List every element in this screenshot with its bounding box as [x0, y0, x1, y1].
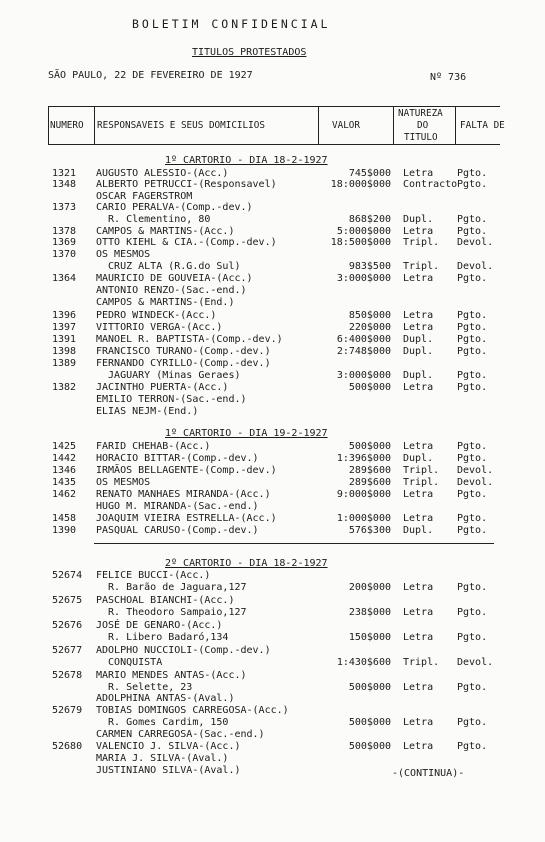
col-divider [48, 106, 49, 144]
row-value: 1:430$600 [336, 657, 391, 668]
row-value: 220$000 [348, 322, 391, 333]
row-value: 500$000 [348, 682, 391, 693]
col-header-numero: NUMERO [50, 120, 84, 131]
row-name: VALENCIO J. SILVA-(Acc.) [96, 741, 241, 752]
row-value: 289$600 [348, 465, 391, 476]
col-header-valor: VALOR [332, 120, 360, 131]
row-type: Dupl. [403, 453, 434, 464]
row-value: 500$000 [348, 382, 391, 393]
row-name: TOBIAS DOMINGOS CARREGOSA-(Acc.) [96, 705, 289, 716]
row-name: OSCAR FAGERSTROM [96, 191, 193, 202]
row-name: JUSTINIANO SILVA-(Aval.) [96, 765, 241, 776]
row-name: R. Theodoro Sampaio,127 [96, 607, 247, 618]
row-name: CAMPOS & MARTINS-(Acc.) [96, 226, 235, 237]
row-type: Dupl. [403, 346, 434, 357]
row-number: 52676 [52, 620, 83, 631]
row-value: 1:396$000 [336, 453, 391, 464]
row-name: JOAQUIM VIEIRA ESTRELLA-(Acc.) [96, 513, 277, 524]
row-name: HUGO M. MIRANDA-(Sac.-end.) [96, 501, 259, 512]
row-falta: Pgto. [457, 582, 488, 593]
row-value: 868$200 [348, 214, 391, 225]
row-falta: Pgto. [457, 441, 488, 452]
row-number: 1348 [52, 179, 77, 190]
row-name: CONQUISTA [96, 657, 163, 668]
row-type: Letra [403, 489, 434, 500]
row-number: 1389 [52, 358, 77, 369]
row-name: R. Barão de Jaguara,127 [96, 582, 247, 593]
row-number: 1458 [52, 513, 77, 524]
row-falta: Pgto. [457, 226, 488, 237]
row-type: Dupl. [403, 334, 434, 345]
row-name: VITTORIO VERGA-(Acc.) [96, 322, 223, 333]
row-name: CRUZ ALTA (R.G.do Sul) [96, 261, 241, 272]
row-falta: Devol. [457, 465, 494, 476]
row-number: 1373 [52, 202, 77, 213]
row-value: 500$000 [348, 741, 391, 752]
row-name: ALBERTO PETRUCCI-(Responsavel) [96, 179, 277, 190]
place-date: SÃO PAULO, 22 DE FEVEREIRO DE 1927 [48, 70, 253, 81]
row-name: R. Gomes Cardim, 150 [96, 717, 229, 728]
row-name: JOSÉ DE GENARO-(Acc.) [96, 620, 223, 631]
row-name: JAGUARY (Minas Geraes) [96, 370, 241, 381]
row-falta: Pgto. [457, 322, 488, 333]
section-heading: 2º CARTORIO - DIA 18-2-1927 [165, 558, 328, 569]
row-name: OS MESMOS [96, 477, 151, 488]
row-type: Letra [403, 382, 434, 393]
row-name: FARID CHEHAB-(Acc.) [96, 441, 211, 452]
row-falta: Pgto. [457, 525, 488, 536]
row-name: CARMEN CARREGOSA-(Sac.-end.) [96, 729, 265, 740]
row-type: Letra [403, 632, 434, 643]
row-type: Letra [403, 322, 434, 333]
row-value: 2:748$000 [336, 346, 391, 357]
row-falta: Pgto. [457, 489, 488, 500]
row-name: ADOLPHINA ANTAS-(Aval.) [96, 693, 235, 704]
row-number: 1425 [52, 441, 77, 452]
row-type: Tripl. [403, 477, 440, 488]
col-divider [455, 106, 456, 144]
col-header-natureza-do: DO [417, 120, 429, 131]
row-name: ANTONIO RENZO-(Sac.-end.) [96, 285, 247, 296]
row-value: 18:000$000 [330, 179, 391, 190]
row-number: 1442 [52, 453, 77, 464]
row-type: Tripl. [403, 237, 440, 248]
row-name: HORACIO BITTAR-(Comp.-dev.) [96, 453, 259, 464]
row-name: PASCHOAL BIANCHI-(Acc.) [96, 595, 235, 606]
row-number: 52679 [52, 705, 83, 716]
row-value: 500$000 [348, 717, 391, 728]
row-value: 500$000 [348, 441, 391, 452]
row-value: 576$300 [348, 525, 391, 536]
row-number: 1398 [52, 346, 77, 357]
row-falta: Devol. [457, 477, 494, 488]
row-value: 18:500$000 [330, 237, 391, 248]
row-falta: Devol. [457, 657, 494, 668]
col-divider [318, 106, 319, 144]
page-title: BOLETIM CONFIDENCIAL [132, 17, 331, 31]
row-name: OTTO KIEHL & CIA.-(Comp.-dev.) [96, 237, 277, 248]
col-header-natureza: NATUREZA [398, 108, 443, 119]
row-name: R. Selette, 23 [96, 682, 193, 693]
col-divider [393, 106, 394, 144]
col-header-natureza-titulo: TITULO [404, 132, 438, 143]
row-number: 1396 [52, 310, 77, 321]
row-name: R. Libero Badaró,134 [96, 632, 229, 643]
section-heading: 1º CARTORIO - DIA 19-2-1927 [165, 428, 328, 439]
row-value: 5:000$000 [336, 226, 391, 237]
col-header-responsaveis: RESPONSAVEIS E SEUS DOMICILIOS [97, 120, 265, 131]
row-name: JACINTHO PUERTA-(Acc.) [96, 382, 229, 393]
header-bottom-rule [48, 144, 500, 145]
row-number: 52678 [52, 670, 83, 681]
row-name: OS MESMOS [96, 249, 151, 260]
row-name: MARIA J. SILVA-(Aval.) [96, 753, 229, 764]
row-number: 1397 [52, 322, 77, 333]
row-number: 1346 [52, 465, 77, 476]
row-name: AUGUSTO ALESSIO-(Acc.) [96, 168, 229, 179]
row-number: 52674 [52, 570, 83, 581]
row-value: 238$000 [348, 607, 391, 618]
row-falta: Pgto. [457, 334, 488, 345]
row-falta: Pgto. [457, 214, 488, 225]
row-falta: Pgto. [457, 273, 488, 284]
row-name: ELIAS NEJM-(End.) [96, 406, 199, 417]
row-falta: Pgto. [457, 682, 488, 693]
row-type: Letra [403, 168, 434, 179]
row-type: Letra [403, 682, 434, 693]
row-name: FELICE BUCCI-(Acc.) [96, 570, 211, 581]
row-number: 1390 [52, 525, 77, 536]
row-number: 1321 [52, 168, 77, 179]
row-value: 983$500 [348, 261, 391, 272]
row-type: Tripl. [403, 465, 440, 476]
row-falta: Pgto. [457, 607, 488, 618]
row-name: PASQUAL CARUSO-(Comp.-dev.) [96, 525, 259, 536]
row-type: Letra [403, 607, 434, 618]
row-name: IRMÃOS BELLAGENTE-(Comp.-dev.) [96, 465, 277, 476]
row-type: Letra [403, 226, 434, 237]
row-value: 200$000 [348, 582, 391, 593]
row-name: MAURICIO DE GOUVEIA-(Acc.) [96, 273, 253, 284]
row-number: 52677 [52, 645, 83, 656]
section-rule [94, 543, 494, 544]
row-number: 1435 [52, 477, 77, 488]
row-number: 1462 [52, 489, 77, 500]
row-value: 3:000$000 [336, 273, 391, 284]
row-type: Contracto [403, 179, 458, 190]
section-heading: 1º CARTORIO - DIA 18-2-1927 [165, 155, 328, 166]
row-value: 3:000$000 [336, 370, 391, 381]
row-name: PEDRO WINDECK-(Acc.) [96, 310, 217, 321]
row-type: Tripl. [403, 657, 440, 668]
row-falta: Pgto. [457, 513, 488, 524]
row-value: 850$000 [348, 310, 391, 321]
row-type: Dupl. [403, 214, 434, 225]
row-falta: Pgto. [457, 717, 488, 728]
col-header-falta: FALTA DE [460, 120, 505, 131]
row-number: 52680 [52, 741, 83, 752]
row-value: 1:000$000 [336, 513, 391, 524]
bulletin-number: Nº 736 [430, 72, 467, 83]
row-falta: Pgto. [457, 382, 488, 393]
row-name: EMILIO TERRON-(Sac.-end.) [96, 394, 247, 405]
row-falta: Devol. [457, 261, 494, 272]
row-falta: Devol. [457, 237, 494, 248]
row-value: 289$600 [348, 477, 391, 488]
row-type: Dupl. [403, 370, 434, 381]
row-type: Letra [403, 513, 434, 524]
row-type: Letra [403, 273, 434, 284]
row-type: Letra [403, 582, 434, 593]
row-value: 745$000 [348, 168, 391, 179]
row-type: Letra [403, 717, 434, 728]
row-type: Letra [403, 441, 434, 452]
row-number: 1364 [52, 273, 77, 284]
row-value: 6:400$000 [336, 334, 391, 345]
row-number: 1391 [52, 334, 77, 345]
row-number: 52675 [52, 595, 83, 606]
row-type: Letra [403, 310, 434, 321]
row-name: MARIO MENDES ANTAS-(Acc.) [96, 670, 247, 681]
row-falta: Pgto. [457, 632, 488, 643]
row-name: CARIO PERALVA-(Comp.-dev.) [96, 202, 253, 213]
row-name: RENATO MANHAES MIRANDA-(Acc.) [96, 489, 271, 500]
row-value: 150$000 [348, 632, 391, 643]
continua-footer: -(CONTINUA)- [392, 768, 465, 779]
row-value: 9:000$000 [336, 489, 391, 500]
row-name: ADOLPHO NUCCIOLI-(Comp.-dev.) [96, 645, 271, 656]
row-falta: Pgto. [457, 346, 488, 357]
row-falta: Pgto. [457, 741, 488, 752]
row-type: Dupl. [403, 525, 434, 536]
row-falta: Pgto. [457, 310, 488, 321]
header-top-rule [48, 106, 500, 107]
row-type: Letra [403, 741, 434, 752]
row-number: 1370 [52, 249, 77, 260]
row-number: 1378 [52, 226, 77, 237]
row-falta: Pgto. [457, 453, 488, 464]
row-type: Tripl. [403, 261, 440, 272]
row-number: 1369 [52, 237, 77, 248]
row-name: MANOEL R. BAPTISTA-(Comp.-dev.) [96, 334, 283, 345]
row-falta: Pgto. [457, 370, 488, 381]
row-number: 1382 [52, 382, 77, 393]
row-falta: Pgto. [457, 179, 488, 190]
row-name: CAMPOS & MARTINS-(End.) [96, 297, 235, 308]
col-divider [94, 106, 95, 144]
page-subtitle: TITULOS PROTESTADOS [192, 47, 307, 58]
row-name: FRANCISCO TURANO-(Comp.-dev.) [96, 346, 271, 357]
row-name: FERNANDO CYRILLO-(Comp.-dev.) [96, 358, 271, 369]
row-falta: Pgto. [457, 168, 488, 179]
row-name: R. Clementino, 80 [96, 214, 211, 225]
